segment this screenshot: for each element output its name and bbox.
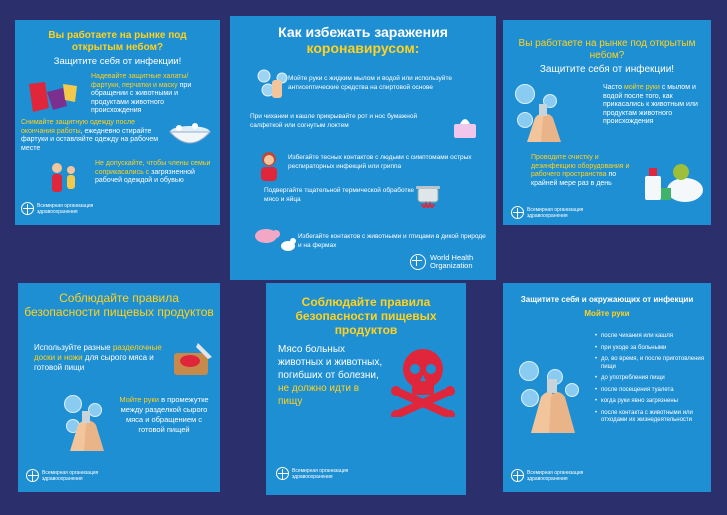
card4-p2-a: Мойте руки: [119, 395, 159, 404]
card1-item2-text: , ежедневно стирайте фартуки и оставляйте одежду на рабочем месте: [21, 127, 159, 152]
card6-list: [595, 333, 709, 429]
tissue-box-icon: [452, 114, 478, 140]
who-caption: Всемирная организация здравоохранения: [292, 467, 349, 480]
card1-item1-highlight: Надевайте защитные халаты/фартуки, перчатки и маску: [91, 73, 189, 89]
card1-item2: [21, 119, 161, 153]
skull-crossbones-icon: [390, 345, 456, 417]
who-emblem-icon: [21, 202, 34, 215]
who-caption: Всемирная организация здравоохранения: [37, 202, 94, 215]
card1-item1: [91, 73, 215, 116]
who-caption: [430, 254, 473, 270]
who-emblem-icon: [26, 469, 39, 482]
card5-body: [278, 343, 384, 408]
card1-item3-text: загрязненной рабочей одеждой и обувью: [95, 168, 195, 184]
card4-p2-b: в промежутке между разделкой сырого мяса и обращением с готовой пищей: [120, 395, 209, 434]
list-item: • после контакта с животными или отходами их жизнедеятельности: [595, 409, 693, 423]
list-item-text: после контакта с животными или отходами их жизнедеятельности: [601, 409, 693, 423]
card1-title: Вы работаете на рынке под открытым небом?: [48, 30, 187, 53]
pig-and-bird-icon: [252, 224, 298, 254]
list-item: • при уходе за больными: [595, 344, 667, 351]
who-emblem-icon: [276, 467, 289, 480]
card3-p2: [531, 154, 635, 188]
card3-p1: [603, 84, 707, 127]
hands-washing-icon: [523, 379, 583, 435]
card3-p1-c: с мылом и водой после того, как прикасались к животным или продуктам животного происхождения: [603, 84, 698, 125]
card1-item1-text: при обращении с животными и продуктами животного происхождения: [91, 81, 192, 114]
list-item-text: когда руки явно загрязнены: [601, 398, 678, 404]
card3-p2-a: Проводите очистку и дезинфекцию оборудования и рабочего пространства: [531, 154, 630, 178]
hands-washing-icon: [521, 104, 567, 144]
card3-p2-b: по крайней мере раз в день: [531, 171, 617, 187]
card4-p1-b: разделочные доски и ножи: [34, 343, 162, 362]
card2-title-line1: Как избежать заражения: [278, 24, 448, 40]
card5-body-a: Мясо больных животных и животных, погибших от болезни,: [278, 344, 383, 381]
list-item: • после чихания или кашля: [595, 333, 673, 339]
list-item-text: после чихания или кашля: [601, 333, 673, 339]
list-item-text: до употребления пищи: [601, 375, 665, 381]
card2-title-line2: коронавирусом:: [306, 40, 420, 56]
hands-washing-icon: [64, 411, 110, 453]
card2-tip-5: Избегайте контактов с животными и птицами в дикой природе и на фермах: [298, 233, 486, 249]
soap-bubble: [515, 84, 535, 104]
who-emblem-icon: [511, 469, 524, 482]
who-logo: [511, 469, 591, 482]
card1-subtitle: Защитите себя от инфекции!: [53, 56, 182, 67]
who-caption: Всемирная организация здравоохранения: [42, 469, 99, 482]
card-food-safety-center: [266, 283, 466, 495]
sick-person-icon: [256, 150, 282, 182]
card3-p1-a: Часто: [603, 84, 625, 91]
who-caption: Всемирная организация здравоохранения: [527, 206, 584, 219]
who-caption: Всемирная организация здравоохранения: [527, 469, 584, 482]
cleaning-supplies-icon: [641, 150, 705, 206]
card4-p1: [34, 343, 168, 373]
card-market-worker-right: [503, 20, 711, 225]
card3-title: Вы работаете на рынке под открытым небом?: [518, 38, 696, 61]
card2-tip-4: Подвергайте тщательной термической обработке мясо и яйца: [264, 187, 414, 203]
who-logo: [511, 206, 591, 219]
who-logo: [26, 469, 106, 482]
card1-item3: [95, 160, 215, 186]
who-line2: Organization: [430, 261, 473, 270]
card5-body-b: не должно идти в пищу: [278, 383, 360, 407]
card-food-safety-left: [18, 283, 220, 492]
family-icon: [47, 160, 83, 198]
list-item: • до, во время, и после приготовления пищи: [595, 356, 704, 370]
card1-item2-highlight: Снимайте защитную одежду после окончания работы: [21, 119, 135, 135]
card5-title: Соблюдайте правила безопасности пищевых продуктов: [295, 295, 437, 337]
soap-bubble: [519, 361, 539, 381]
washing-bowl-icon: [167, 120, 213, 152]
card-wash-hands: [503, 283, 711, 492]
card4-p1-c: для сырого мяса и готовой пищи: [34, 353, 154, 372]
card4-p2: [114, 395, 214, 435]
card2-tip-3: Избегайте тесных контактов с людьми с симптомами острых респираторных инфекций или гриппа: [288, 154, 472, 170]
who-logo: [21, 202, 101, 215]
card6-title: Защитите себя и окружающих от инфекции: [520, 295, 694, 304]
card6-subtitle: Мойте руки: [584, 309, 630, 318]
card-market-worker-left: [15, 20, 220, 225]
card2-tip-1: Мойте руки с жидким мылом и водой или используйте антисептические средства на спиртовой основе: [288, 75, 452, 91]
who-logo-english: [410, 254, 473, 270]
who-emblem-icon: [511, 206, 524, 219]
hand-wash-icon: [256, 68, 290, 100]
card4-title: Соблюдайте правила безопасности пищевых продуктов: [24, 291, 214, 319]
list-item-text: после посещения туалета: [601, 386, 674, 393]
cooking-pot-icon: [414, 182, 442, 212]
cutting-board-icon: [170, 339, 214, 379]
list-item: • до употребления пищи: [595, 375, 665, 381]
card-coronavirus-prevention: [230, 16, 496, 280]
who-logo: [276, 467, 356, 480]
card1-item3-highlight: Не допускайте, чтобы члены семьи соприкасались с: [95, 160, 211, 176]
list-item-text: до, во время, и после приготовления пищи: [601, 356, 704, 370]
card4-p1-a: Используйте разные: [34, 343, 113, 352]
gloves-apron-icon: [23, 78, 81, 118]
who-emblem-icon: [410, 254, 426, 270]
card2-tip-2: При чихании и кашле прикрывайте рот и нос бумажной салфеткой или согнутым локтем: [250, 113, 418, 129]
card3-subtitle: Защитите себя от инфекции!: [539, 64, 675, 75]
who-line1: World Health: [430, 253, 474, 262]
list-item: • после посещения туалета: [595, 386, 674, 393]
card3-p1-b: мойте руки: [624, 84, 660, 91]
list-item-text: при уходе за больными: [601, 344, 667, 351]
list-item: • когда руки явно загрязнены: [595, 398, 678, 404]
